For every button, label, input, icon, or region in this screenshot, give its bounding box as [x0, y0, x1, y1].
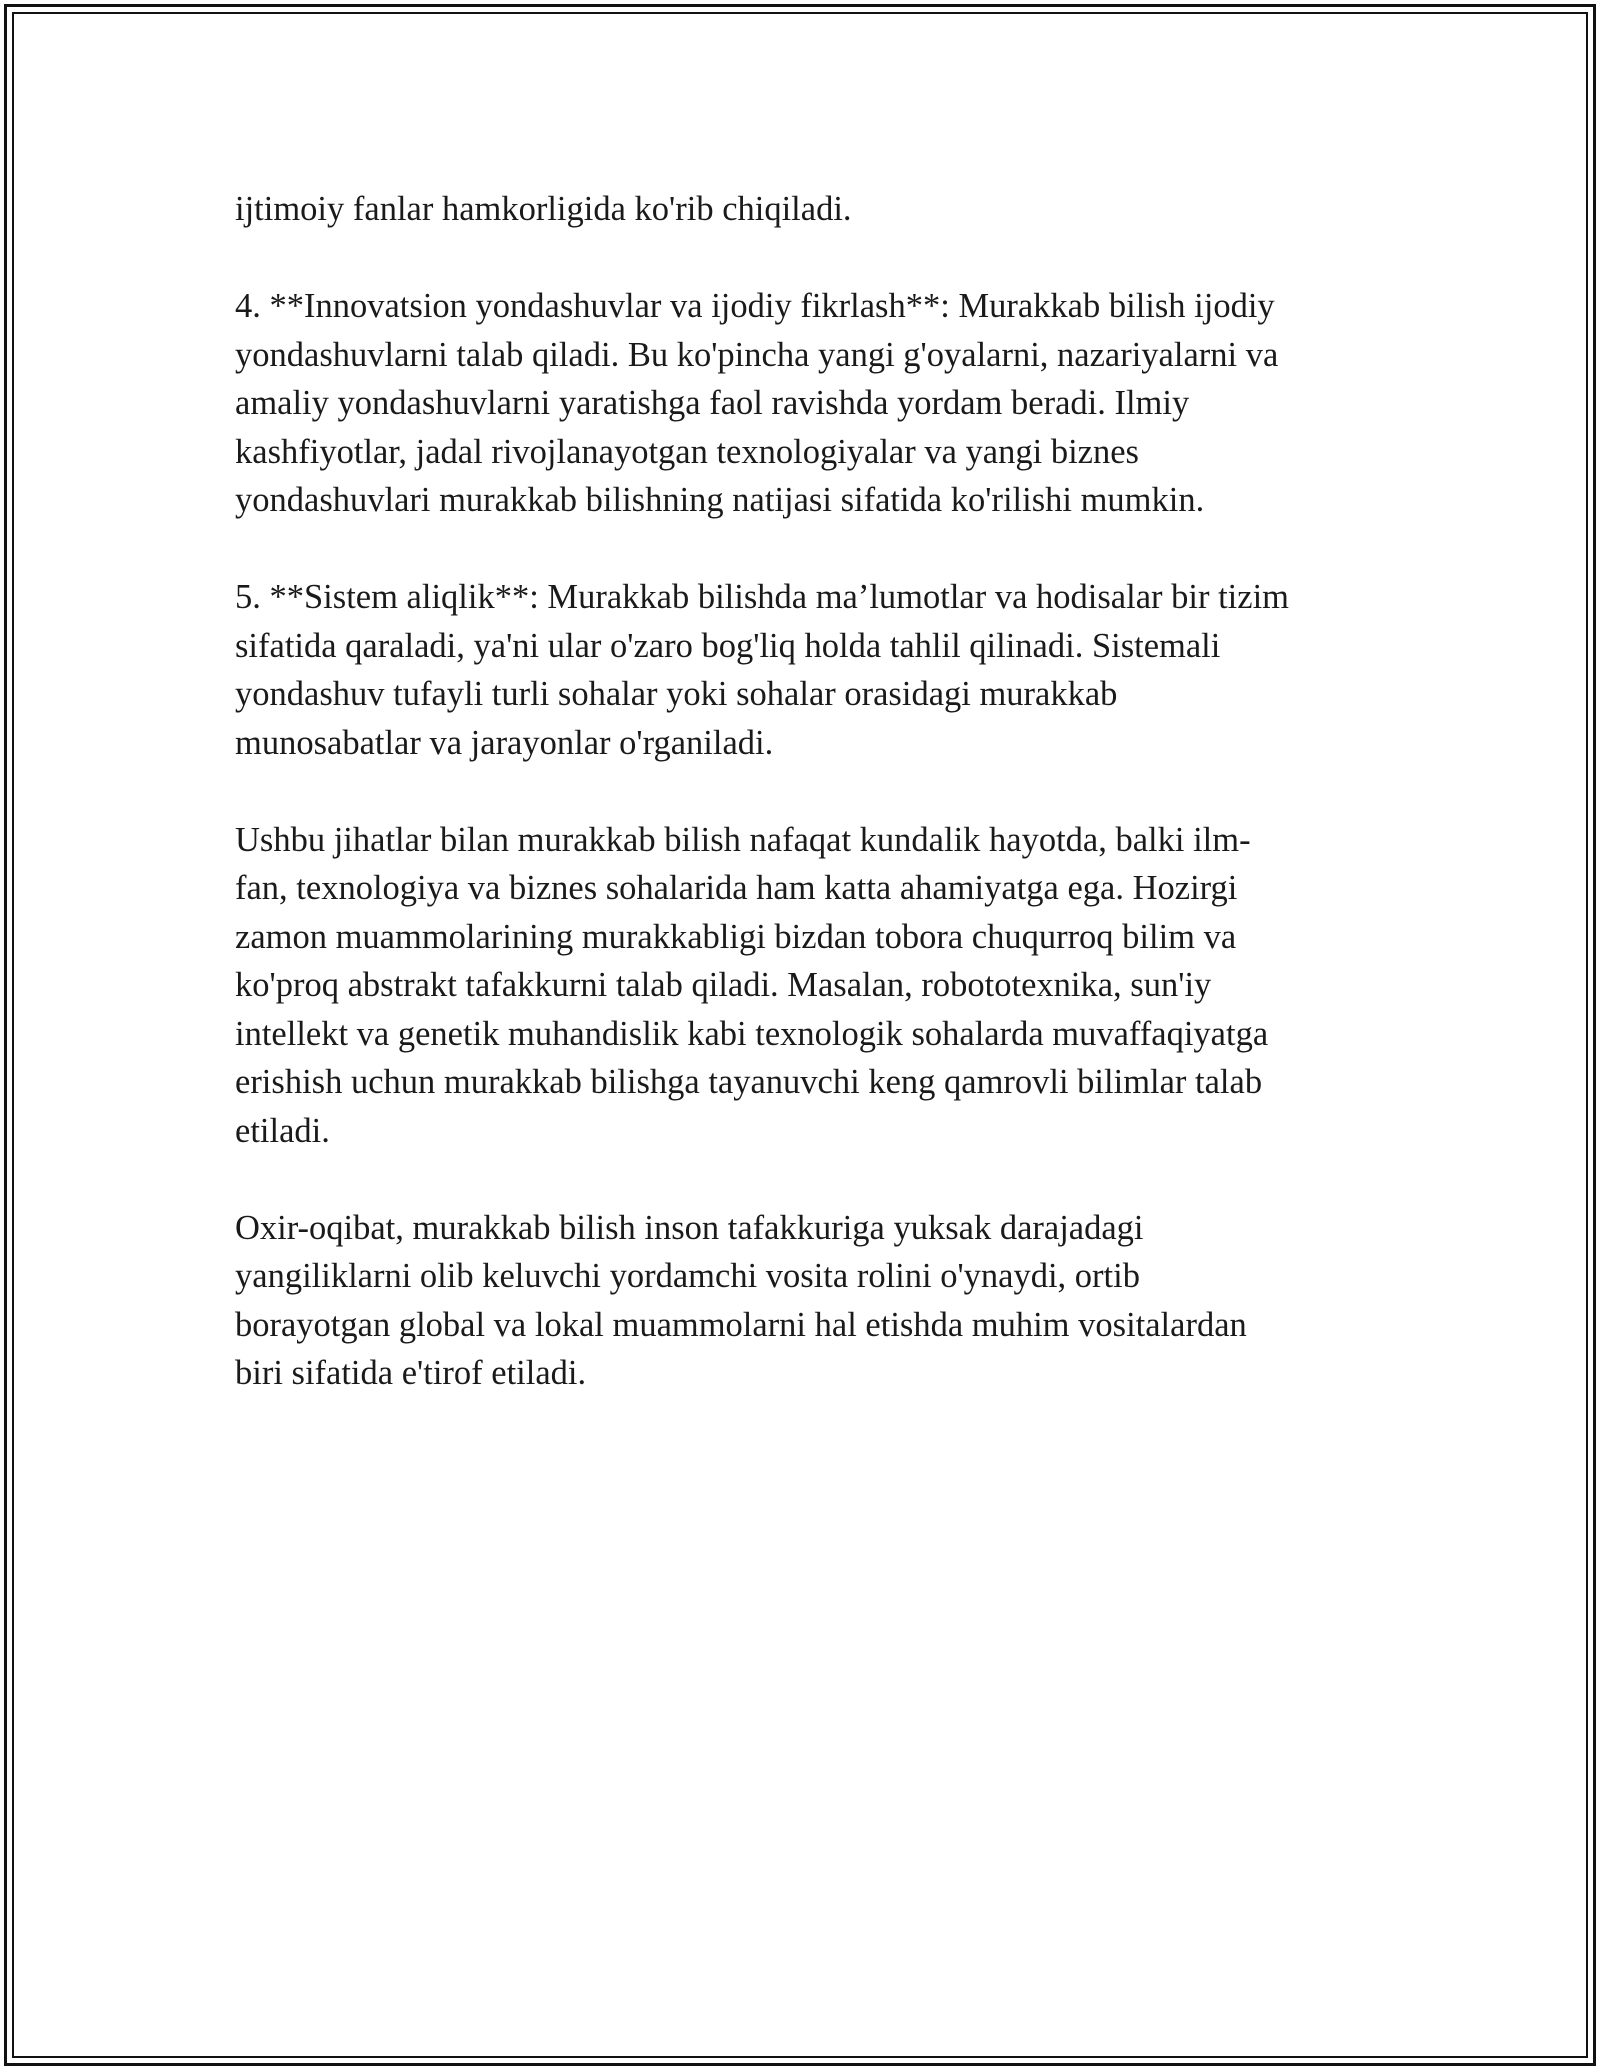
text-line: yangiliklarni olib keluvchi yordamchi vosita rolini o'ynaydi, ortib [235, 1257, 1140, 1295]
text-line: fan, texnologiya va biznes sohalarida ham katta ahamiyatga ega. Hozirgi [235, 869, 1238, 907]
text-line: ijtimoiy fanlar hamkorligida ko'rib chiqiladi. [235, 190, 852, 228]
text-line: yondashuv tufayli turli sohalar yoki sohalar orasidagi murakkab [235, 675, 1118, 713]
text-line: yondashuvlarni talab qiladi. Bu ko'pincha yangi g'oyalarni, nazariyalarni va [235, 335, 1279, 374]
text-line: kashfiyotlar, jadal rivojlanayotgan texnologiyalar va yangi biznes [235, 432, 1139, 471]
text-line: etiladi. [235, 1111, 330, 1150]
text-line: intellekt va genetik muhandislik kabi texnologik sohalarda muvaffaqiyatga [235, 1014, 1269, 1053]
text-line: biri sifatida e'tirof etiladi. [235, 1354, 587, 1392]
text-line: sifatida qaraladi, ya'ni ular o'zaro bog'liq holda tahlil qilinadi. Sistemali [235, 626, 1221, 665]
text-line: borayotgan global va lokal muammolarni hal etishda muhim vositalardan [235, 1305, 1247, 1344]
text-line: Oxir-oqibat, murakkab bilish inson tafakkuriga yuksak darajadagi [235, 1208, 1144, 1247]
text-line: Ushbu jihatlar bilan murakkab bilish nafaqat kundalik hayotda, balki ilm- [235, 820, 1251, 859]
paragraph-significance [235, 816, 1365, 1156]
text-line: munosabatlar va jarayonlar o'rganiladi. [235, 723, 774, 762]
text-line: amaliy yondashuvlarni yaratishga faol ravishda yordam beradi. Ilmiy [235, 384, 1190, 422]
text-line: erishish uchun murakkab bilishga tayanuvchi keng qamrovli bilimlar talab [235, 1063, 1263, 1101]
paragraph-systemic [235, 573, 1365, 767]
paragraph-innovative-approaches [235, 282, 1365, 525]
text-line: ko'proq abstrakt tafakkurni talab qiladi. Masalan, robototexnika, sun'iy [235, 966, 1212, 1004]
text-line: yondashuvlari murakkab bilishning natijasi sifatida ko'rilishi mumkin. [235, 481, 1205, 519]
text-line: 5. **Sistem aliqlik**: Murakkab bilishda ma’lumotlar va hodisalar bir tizim [235, 578, 1289, 616]
paragraph-conclusion [235, 1204, 1365, 1398]
paragraph-continuation [235, 185, 1365, 234]
text-line: zamon muammolarining murakkabligi bizdan tobora chuqurroq bilim va [235, 917, 1237, 956]
document-body [235, 185, 1365, 1398]
text-line: 4. **Innovatsion yondashuvlar va ijodiy fikrlash**: Murakkab bilish ijodiy [235, 287, 1275, 325]
